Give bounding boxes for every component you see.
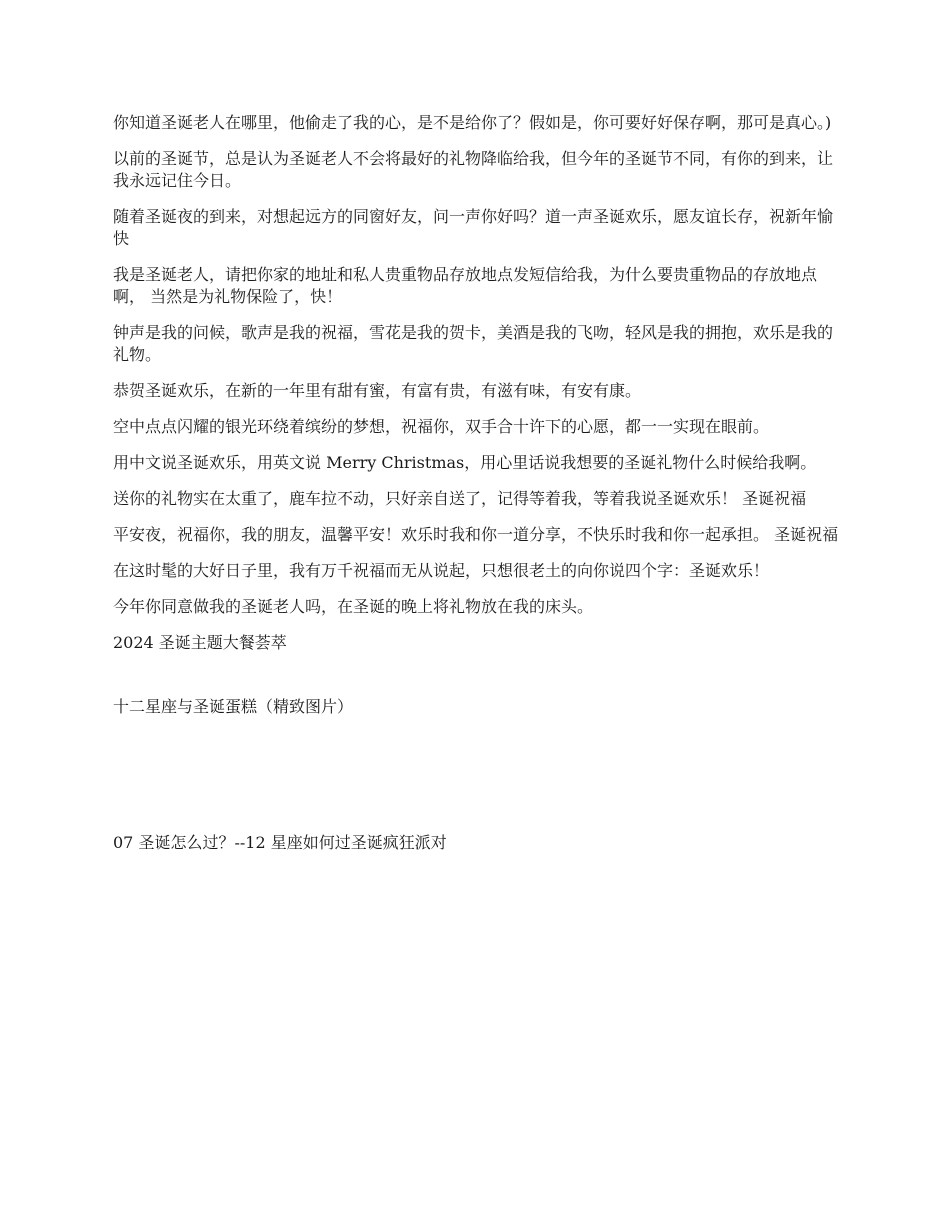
paragraph-2: 以前的圣诞节，总是认为圣诞老人不会将最好的礼物降临给我，但今年的圣诞节不同，有你的到来，让我永远记住今日。 [113, 149, 834, 190]
paragraph-10: 平安夜，祝福你，我的朋友，温馨平安！欢乐时我和你一道分享，不快乐时我和你一起承担。 圣诞祝福 [113, 525, 839, 544]
spacer [113, 732, 843, 832]
paragraph-3: 随着圣诞夜的到来，对想起远方的同窗好友，问一声你好吗？道一声圣诞欢乐，愿友谊长存，祝新年愉快 [113, 207, 834, 248]
paragraph-12: 今年你同意做我的圣诞老人吗，在圣诞的晚上将礼物放在我的床头。 [113, 597, 594, 616]
section-heading-zodiac-cake: 十二星座与圣诞蛋糕（精致图片） [113, 697, 354, 716]
section-heading-feast: 2024 圣诞主题大餐荟萃 [113, 633, 287, 652]
paragraph-8: 用中文说圣诞欢乐，用英文说 Merry Christmas，用心里话说我想要的圣诞礼物什么时候给我啊。 [113, 453, 817, 472]
paragraph-4: 我是圣诞老人，请把你家的地址和私人贵重物品存放地点发短信给我，为什么要贵重物品的存放地点啊， 当然是为礼物保险了，快！ [113, 265, 818, 306]
paragraph-9: 送你的礼物实在太重了，鹿车拉不动，只好亲自送了，记得等着我，等着我说圣诞欢乐！ 圣诞祝福 [113, 489, 807, 508]
paragraph-1: 你知道圣诞老人在哪里，他偷走了我的心，是不是给你了？假如是，你可要好好保存啊，那可是真心。) [113, 113, 832, 132]
paragraph-11: 在这时髦的大好日子里，我有万千祝福而无从说起，只想很老土的向你说四个字：圣诞欢乐！ [113, 561, 770, 580]
paragraph-6: 恭贺圣诞欢乐，在新的一年里有甜有蜜，有富有贵，有滋有味，有安有康。 [113, 381, 642, 400]
document-body [113, 112, 843, 868]
spacer [113, 668, 843, 696]
section-heading-party: 07 圣诞怎么过？--12 星座如何过圣诞疯狂派对 [113, 833, 447, 852]
paragraph-7: 空中点点闪耀的银光环绕着缤纷的梦想，祝福你，双手合十许下的心愿，都一一实现在眼前。 [113, 417, 770, 436]
paragraph-5: 钟声是我的问候，歌声是我的祝福，雪花是我的贺卡，美酒是我的飞吻，轻风是我的拥抱，欢乐是我的礼物。 [113, 323, 834, 364]
